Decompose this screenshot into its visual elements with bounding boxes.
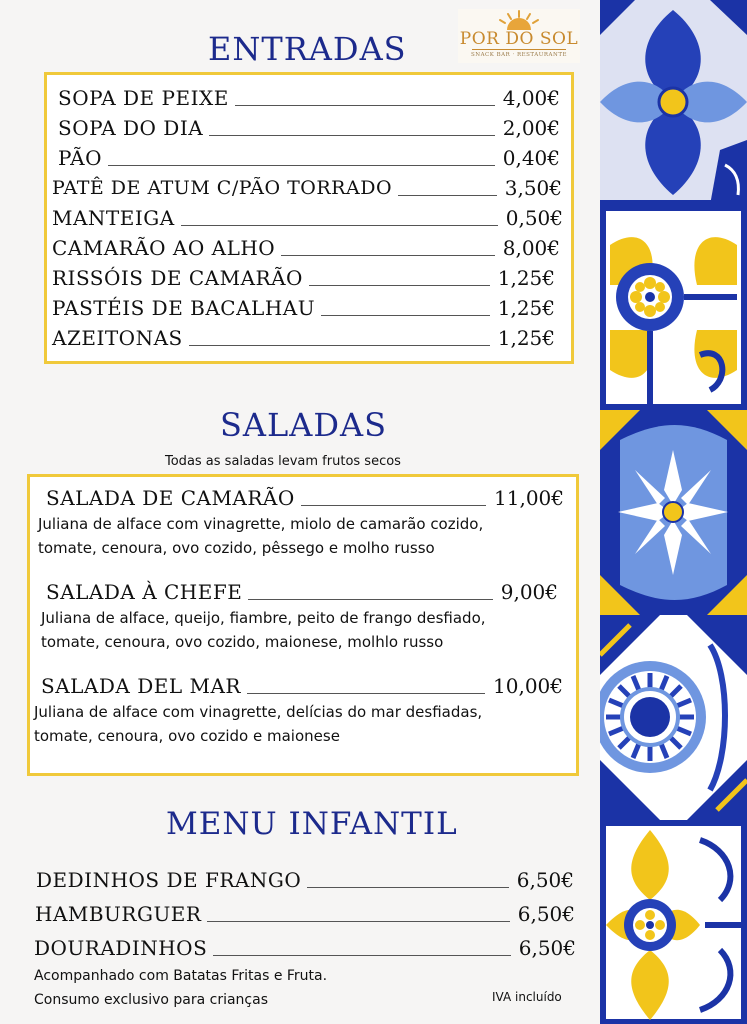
item-price: 3,50€: [504, 176, 562, 200]
infantil-note: Acompanhado com Batatas Fritas e Fruta.: [34, 968, 328, 984]
item-name: HAMBURGUER: [35, 902, 202, 926]
item-name: SALADA DE CAMARÃO: [46, 486, 295, 510]
logo: [458, 9, 580, 63]
list-item: [58, 116, 560, 140]
item-name: DOURADINHOS: [34, 936, 208, 960]
infantil-note: Consumo exclusivo para crianças: [34, 992, 269, 1008]
list-item: [52, 296, 555, 320]
tile-3: [600, 410, 747, 615]
description-line: tomate, cenoura, ovo cozido, pêssego e molho russo: [38, 539, 435, 557]
description-line: Juliana de alface com vinagrette, miolo de camarão cozido,: [38, 515, 484, 533]
item-price: 1,25€: [497, 296, 555, 320]
list-item: [46, 486, 564, 510]
item-price: 0,50€: [505, 206, 563, 230]
list-item: [52, 236, 560, 260]
item-name: SOPA DE PEIXE: [58, 86, 229, 110]
item-name: SALADA À CHEFE: [46, 580, 243, 604]
item-price: 8,00€: [502, 236, 560, 260]
item-price: 9,00€: [500, 580, 558, 604]
item-price: 11,00€: [494, 486, 564, 510]
logo-tagline: SNACK BAR · RESTAURANTE: [470, 52, 568, 58]
saladas-title: SALADAS: [220, 406, 388, 444]
entradas-title: ENTRADAS: [208, 30, 407, 68]
list-item: [36, 868, 574, 892]
item-price: 6,50€: [518, 936, 576, 960]
item-name: SALADA DEL MAR: [41, 674, 241, 698]
list-item: [35, 902, 575, 926]
item-price: 0,40€: [502, 146, 560, 170]
list-item: [52, 206, 563, 230]
list-item: [46, 580, 558, 604]
item-name: PÃO: [58, 146, 102, 170]
item-price: 1,25€: [497, 266, 555, 290]
list-item: [58, 146, 560, 170]
item-name: PATÊ DE ATUM C/PÃO TORRADO: [52, 177, 393, 199]
list-item: [52, 266, 555, 290]
description-line: Juliana de alface, queijo, fiambre, peito de frango desfiado,: [41, 609, 486, 627]
list-item: [52, 326, 555, 350]
item-price: 10,00€: [493, 674, 563, 698]
item-description: [38, 512, 483, 560]
iva-note: IVA incluído: [492, 990, 562, 1004]
saladas-subtitle: Todas as saladas levam frutos secos: [165, 454, 401, 469]
item-price: 2,00€: [502, 116, 560, 140]
item-name: CAMARÃO AO ALHO: [52, 236, 276, 260]
description-line: tomate, cenoura, ovo cozido, maionese, molhlo russo: [41, 633, 444, 651]
infantil-title: MENU INFANTIL: [166, 806, 458, 842]
description-line: Juliana de alface com vinagrette, delícias do mar desfiadas,: [34, 703, 483, 721]
tile-4: [600, 615, 747, 820]
azulejo-tiles: [600, 0, 747, 1024]
item-price: 4,00€: [502, 86, 560, 110]
item-name: SOPA DO DIA: [58, 116, 204, 140]
item-price: 1,25€: [497, 326, 555, 350]
list-item: [58, 86, 560, 110]
list-item: [34, 936, 576, 960]
item-name: RISSÓIS DE CAMARÃO: [52, 266, 303, 290]
item-name: DEDINHOS DE FRANGO: [36, 868, 302, 892]
item-name: PASTÉIS DE BACALHAU: [52, 296, 316, 320]
item-description: [41, 606, 486, 654]
logo-brand: POR DO SOL: [459, 29, 579, 49]
item-price: 6,50€: [516, 868, 574, 892]
tile-1: [600, 0, 747, 205]
description-line: tomate, cenoura, ovo cozido e maionese: [34, 727, 340, 745]
item-price: 6,50€: [517, 902, 575, 926]
list-item: [41, 674, 563, 698]
list-item: [52, 176, 562, 200]
tile-5: [600, 820, 747, 1024]
item-description: [34, 700, 482, 748]
tile-2: [600, 205, 747, 410]
item-name: AZEITONAS: [52, 326, 183, 350]
item-name: MANTEIGA: [52, 206, 175, 230]
